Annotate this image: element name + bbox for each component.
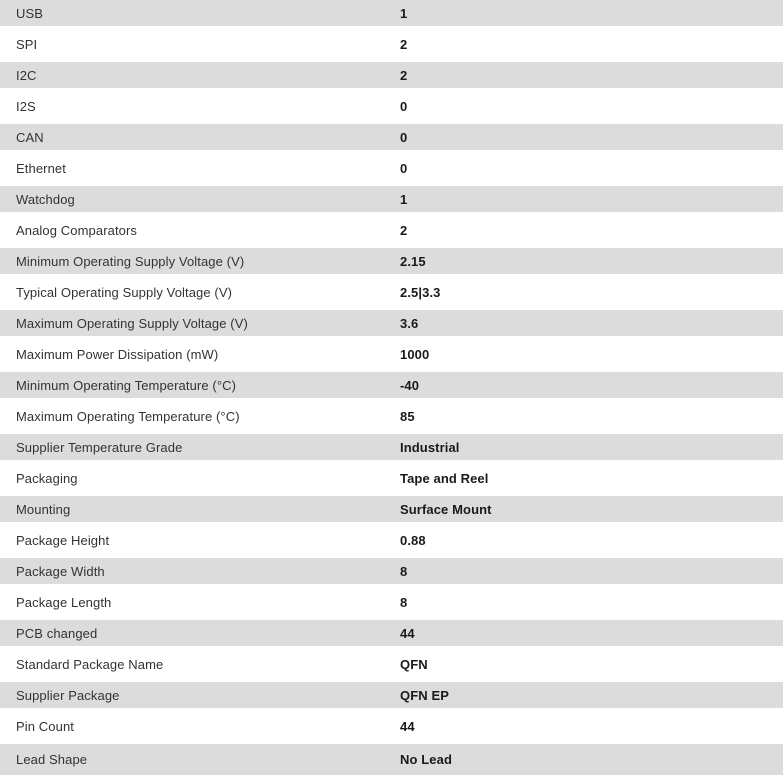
spec-row-ethernet xyxy=(0,155,783,186)
spec-value: 2.5|3.3 xyxy=(400,284,441,300)
spec-label: Minimum Operating Temperature (°C) xyxy=(16,377,237,393)
spec-row-package-length xyxy=(0,589,783,620)
spec-value: -40 xyxy=(400,377,420,393)
spec-row-watchdog xyxy=(0,186,783,217)
spec-value: QFN EP xyxy=(400,687,449,703)
spec-row-supplier-temperature-grade xyxy=(0,434,783,465)
spec-value: 1000 xyxy=(400,346,430,362)
spec-row-standard-package-name xyxy=(0,651,783,682)
spec-row-typical-operating-supply-voltage xyxy=(0,279,783,310)
spec-row-pin-count xyxy=(0,713,783,744)
spec-label: Supplier Package xyxy=(16,687,120,703)
spec-label: Watchdog xyxy=(16,191,75,207)
spec-label: USB xyxy=(16,5,44,21)
spec-row-usb xyxy=(0,0,783,31)
spec-label: Maximum Operating Temperature (°C) xyxy=(16,408,240,424)
spec-value: 0 xyxy=(400,98,408,114)
spec-value: 44 xyxy=(400,718,415,734)
spec-row-max-operating-temperature xyxy=(0,403,783,434)
spec-value: QFN xyxy=(400,656,428,672)
spec-label: I2C xyxy=(16,67,37,83)
spec-value: Surface Mount xyxy=(400,501,492,517)
spec-value: 0.88 xyxy=(400,532,426,548)
spec-row-can xyxy=(0,124,783,155)
spec-label: Typical Operating Supply Voltage (V) xyxy=(16,284,233,300)
spec-label: Pin Count xyxy=(16,718,74,734)
spec-row-pcb-changed xyxy=(0,620,783,651)
spec-value: 2 xyxy=(400,222,408,238)
spec-row-i2s xyxy=(0,93,783,124)
spec-label: Supplier Temperature Grade xyxy=(16,439,183,455)
spec-row-analog-comparators xyxy=(0,217,783,248)
spec-label: Minimum Operating Supply Voltage (V) xyxy=(16,253,245,269)
spec-label: Ethernet xyxy=(16,160,66,176)
spec-value: Tape and Reel xyxy=(400,470,489,486)
spec-label: CAN xyxy=(16,129,44,145)
spec-value: 0 xyxy=(400,129,408,145)
spec-label: PCB changed xyxy=(16,625,98,641)
spec-row-package-height xyxy=(0,527,783,558)
spec-label: Maximum Operating Supply Voltage (V) xyxy=(16,315,248,331)
spec-label: Package Length xyxy=(16,594,112,610)
spec-value: No Lead xyxy=(400,752,452,767)
spec-label: Standard Package Name xyxy=(16,656,164,672)
spec-row-max-power-dissipation xyxy=(0,341,783,372)
spec-value: 2.15 xyxy=(400,253,426,269)
spec-label: Package Width xyxy=(16,563,105,579)
spec-value: 1 xyxy=(400,5,408,21)
spec-row-package-width xyxy=(0,558,783,589)
spec-value: 3.6 xyxy=(400,315,419,331)
spec-row-lead-shape xyxy=(0,744,783,775)
spec-row-supplier-package xyxy=(0,682,783,713)
spec-value: 2 xyxy=(400,36,408,52)
spec-value: 8 xyxy=(400,563,408,579)
spec-value: 85 xyxy=(400,408,415,424)
spec-row-max-operating-supply-voltage xyxy=(0,310,783,341)
spec-label: Maximum Power Dissipation (mW) xyxy=(16,346,219,362)
spec-row-mounting xyxy=(0,496,783,527)
spec-label: SPI xyxy=(16,36,38,52)
spec-value: 44 xyxy=(400,625,415,641)
spec-label: Lead Shape xyxy=(16,752,88,767)
spec-label: I2S xyxy=(16,98,36,114)
spec-label: Packaging xyxy=(16,470,78,486)
spec-value: 0 xyxy=(400,160,408,176)
spec-label: Analog Comparators xyxy=(16,222,138,238)
spec-row-i2c xyxy=(0,62,783,93)
spec-value: 1 xyxy=(400,191,408,207)
spec-label: Package Height xyxy=(16,532,110,548)
spec-row-spi xyxy=(0,31,783,62)
spec-row-min-operating-supply-voltage xyxy=(0,248,783,279)
spec-value: Industrial xyxy=(400,439,460,455)
spec-row-min-operating-temperature xyxy=(0,372,783,403)
spec-value: 2 xyxy=(400,67,408,83)
spec-value: 8 xyxy=(400,594,408,610)
spec-label: Mounting xyxy=(16,501,71,517)
spec-row-packaging xyxy=(0,465,783,496)
